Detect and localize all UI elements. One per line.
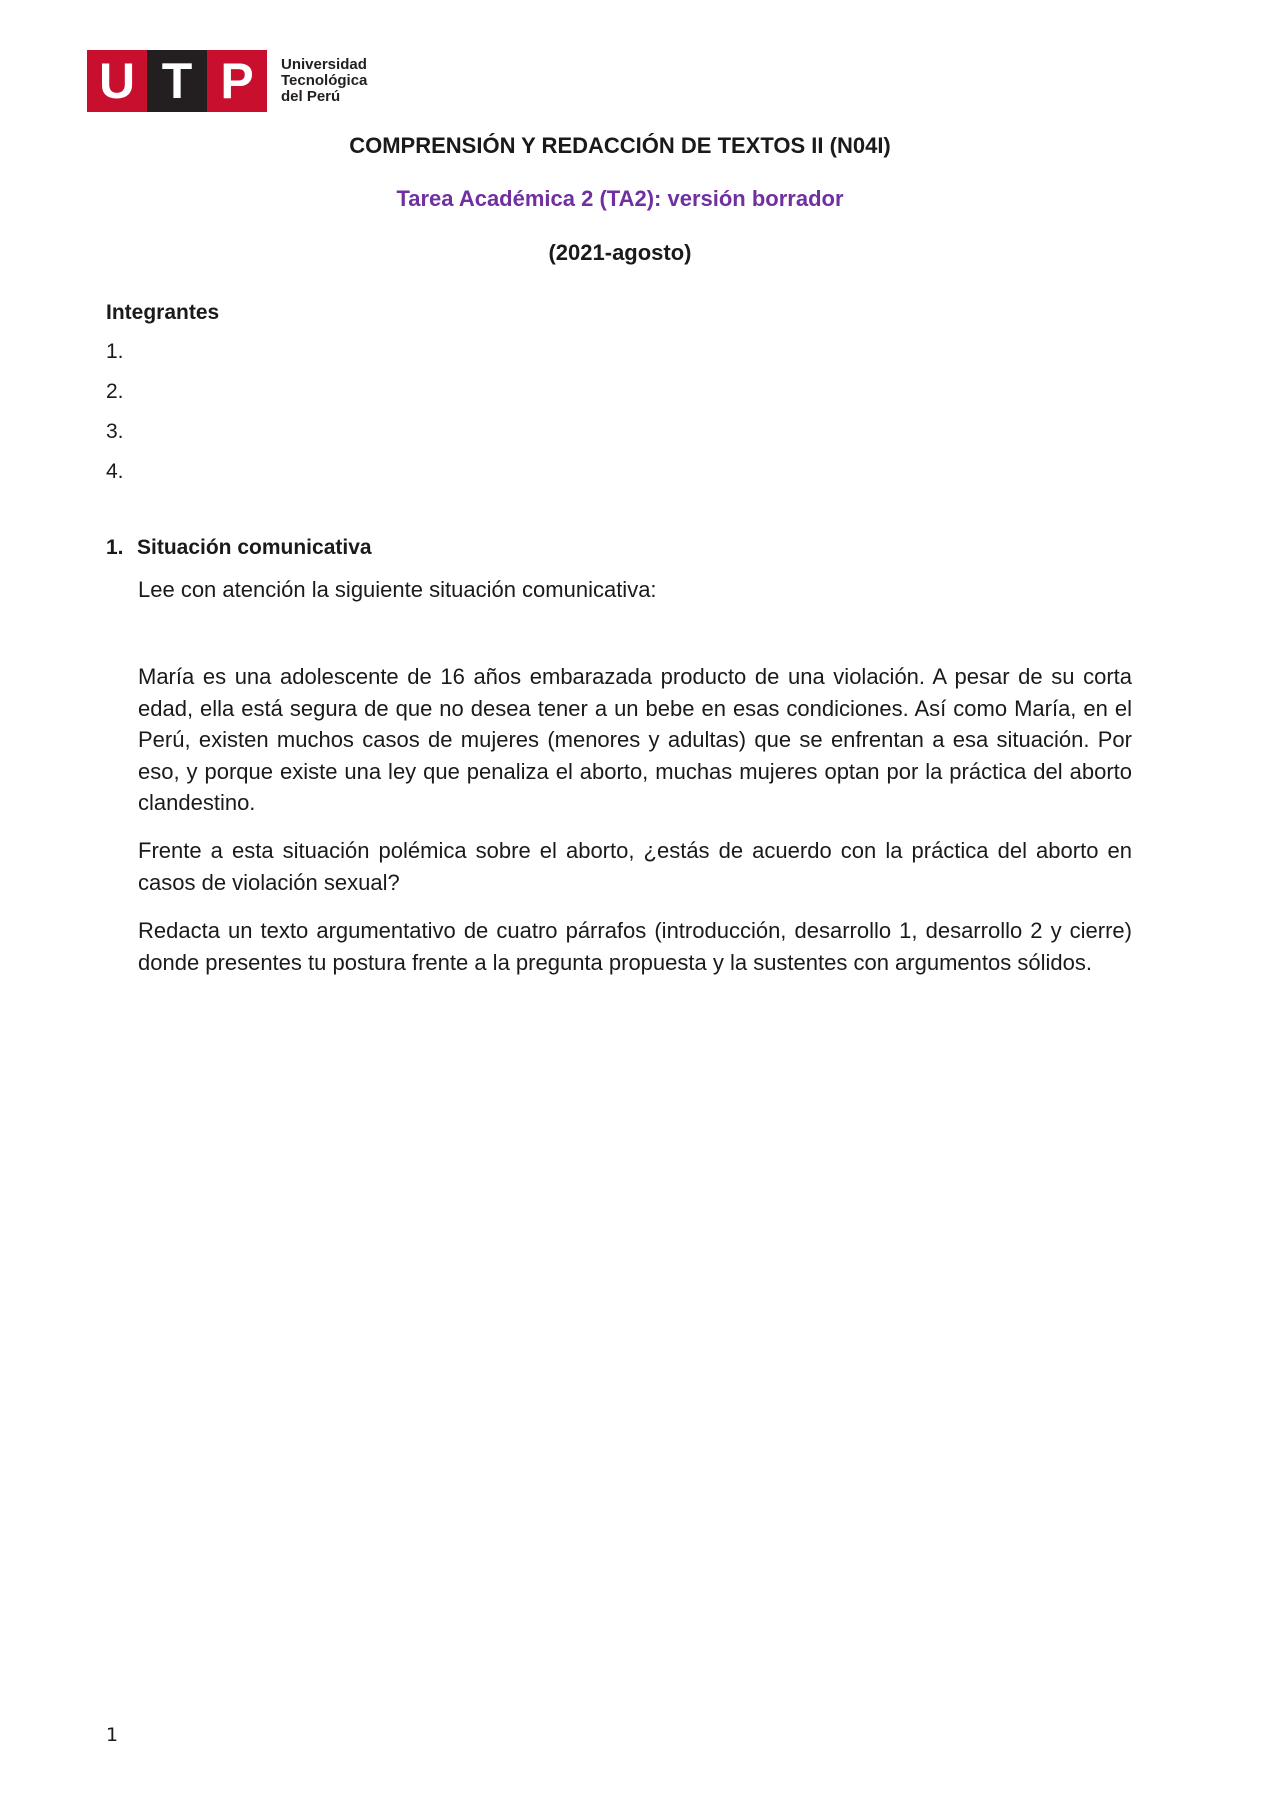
page-number: 1 — [106, 1724, 119, 1746]
section-title: Situación comunicativa — [137, 536, 372, 559]
logo-letter-u: U — [87, 50, 147, 112]
paragraph-situation: María es una adolescente de 16 años embarazada producto de una violación. A pesar de su corta edad, ella está segura de que no desea tener a un bebe en esas condiciones. Así como María, en el Perú, existen muchos casos de mujeres (menores y adultas) que se enfrentan a esa situación. Por eso, y porque existe una ley que penaliza el aborto, muchas mujeres optan por la práctica del aborto clandestino. — [138, 664, 1132, 815]
member-item: 1. — [106, 340, 124, 363]
members-label: Integrantes — [106, 301, 220, 324]
logo-name-line: del Perú — [281, 88, 341, 105]
date-title: (2021-agosto) — [548, 240, 692, 265]
section-heading — [106, 536, 372, 560]
section-intro: Lee con atención la siguiente situación comunicativa: — [138, 577, 657, 602]
logo-letter-t: T — [147, 50, 207, 112]
task-title: Tarea Académica 2 (TA2): versión borrador — [396, 186, 844, 211]
paragraph-instruction: Redacta un texto argumentativo de cuatro párrafos (introducción, desarrollo 1, desarrollo 2 y cierre) donde presentes tu postura frente a la pregunta propuesta y la sustentes con argumentos sólidos. — [138, 918, 1132, 975]
member-item: 3. — [106, 420, 124, 443]
section-number: 1. — [106, 536, 124, 559]
logo-letter-p: P — [207, 50, 267, 112]
logo-name-line: Tecnológica — [281, 72, 368, 89]
logo-name-line: Universidad — [281, 56, 367, 73]
course-title: COMPRENSIÓN Y REDACCIÓN DE TEXTOS II (N04I) — [349, 133, 891, 158]
member-item: 4. — [106, 460, 124, 483]
members-list — [106, 340, 124, 500]
logo-university-name — [281, 57, 367, 105]
member-item: 2. — [106, 380, 124, 403]
utp-logo — [87, 50, 367, 112]
paragraph-question: Frente a esta situación polémica sobre el aborto, ¿estás de acuerdo con la práctica del aborto en casos de violación sexual? — [138, 838, 1132, 895]
